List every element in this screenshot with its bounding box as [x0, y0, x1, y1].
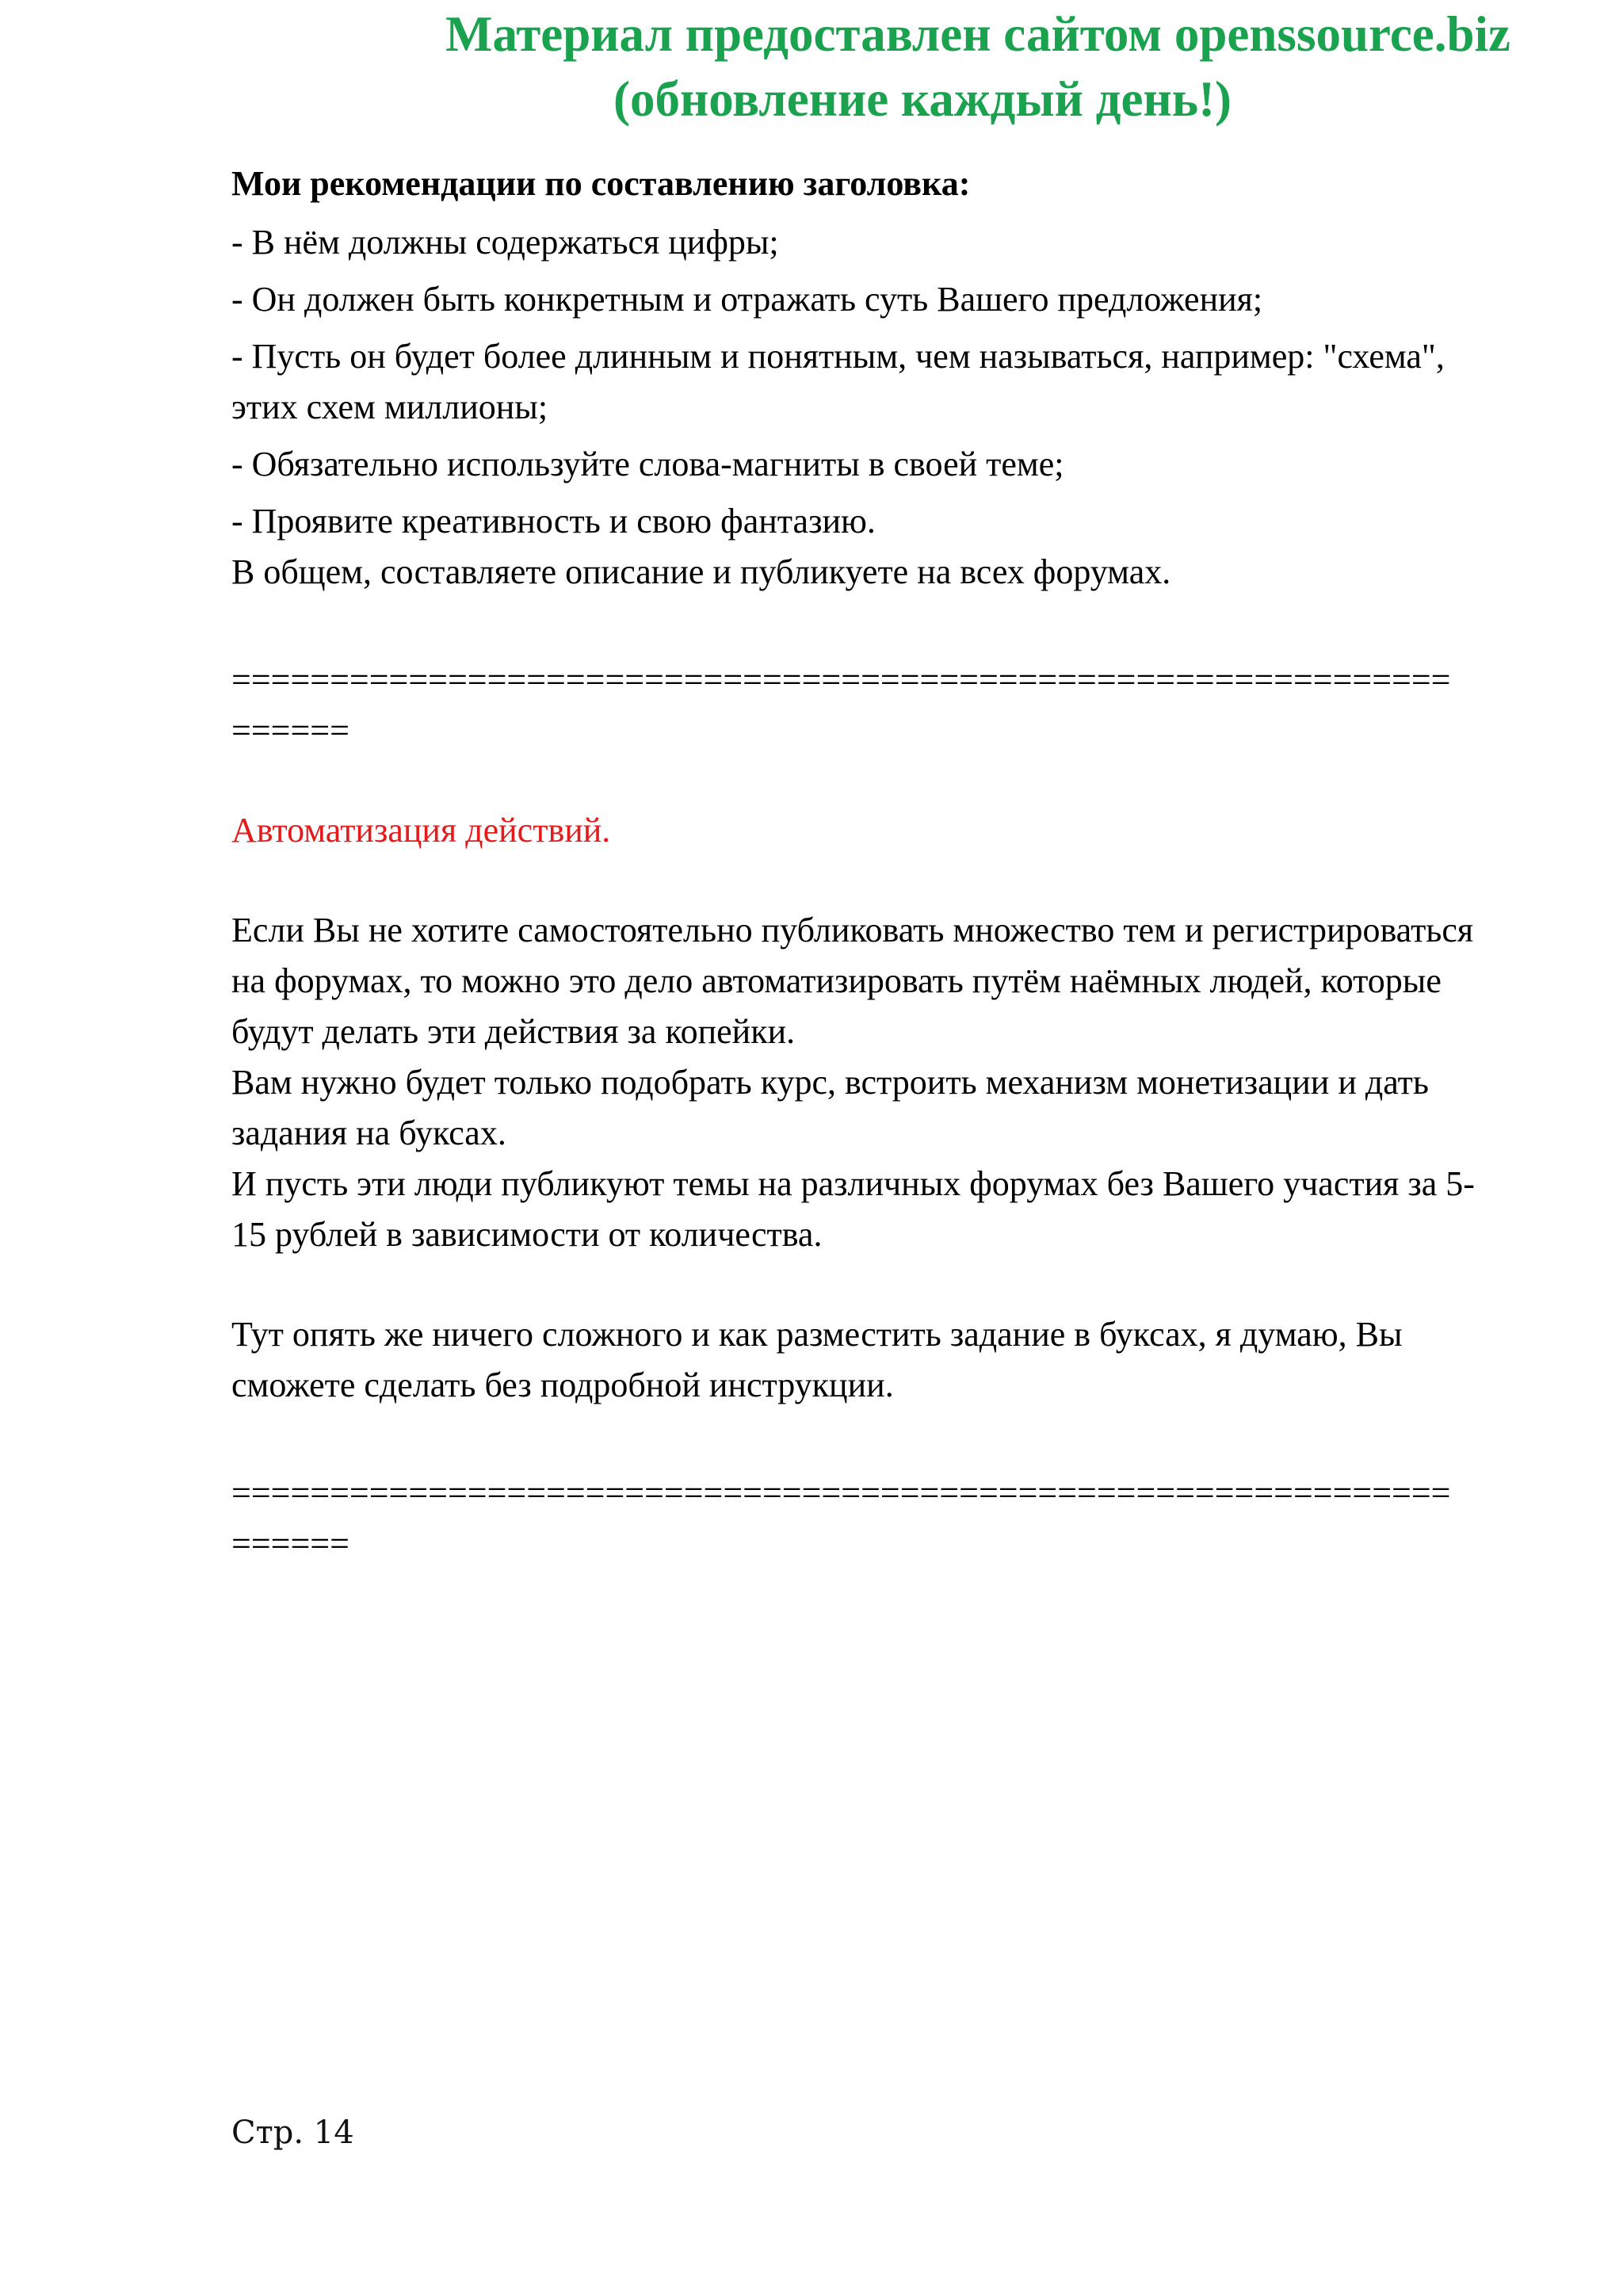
separator-line-tail: ====== [231, 1524, 349, 1563]
bullet-item: - Пусть он будет более длинным и понятным, чем называться, например: "схема", этих схем миллионы; [231, 337, 1445, 426]
separator-line: ============================================================== [231, 660, 1451, 699]
separator-line-tail: ====== [231, 711, 349, 750]
bullet-item: - Проявите креативность и свою фантазию. [231, 502, 876, 541]
bullet-item: - Он должен быть конкретным и отражать суть Вашего предложения; [231, 280, 1263, 319]
section-title: Автоматизация действий. [231, 811, 611, 850]
page-number: Стр. 14 [231, 2115, 354, 2151]
bullet-item: - Обязательно используйте слова-магниты в своей теме; [231, 445, 1064, 483]
document-body [231, 159, 1499, 1569]
banner-line-1: Материал предоставлен сайтом openssource.biz [445, 6, 1510, 62]
paragraph: Вам нужно будет только подобрать курс, встроить механизм монетизации и дать задания на буксах. [231, 1063, 1429, 1152]
paragraph: Если Вы не хотите самостоятельно публиковать множество тем и регистрироваться на форумах, то можно это дело автоматизировать путём наёмных людей, которые будут делать эти действия за копейки. [231, 911, 1474, 1051]
summary-text: В общем, составляете описание и публикуете на всех форумах. [231, 552, 1171, 591]
paragraph: Тут опять же ничего сложного и как разместить задание в буксах, я думаю, Вы сможете сделать без подробной инструкции. [231, 1315, 1403, 1404]
site-banner [0, 2, 1623, 132]
separator-line: ============================================================== [231, 1473, 1451, 1512]
bullet-item: - В нём должны содержаться цифры; [231, 223, 779, 262]
banner-line-2: (обновление каждый день!) [613, 71, 1232, 127]
paragraph: И пусть эти люди публикуют темы на различных форумах без Вашего участия за 5-15 рублей в зависимости от количества. [231, 1164, 1475, 1254]
recommendations-heading: Мои рекомендации по составлению заголовка: [231, 164, 971, 203]
